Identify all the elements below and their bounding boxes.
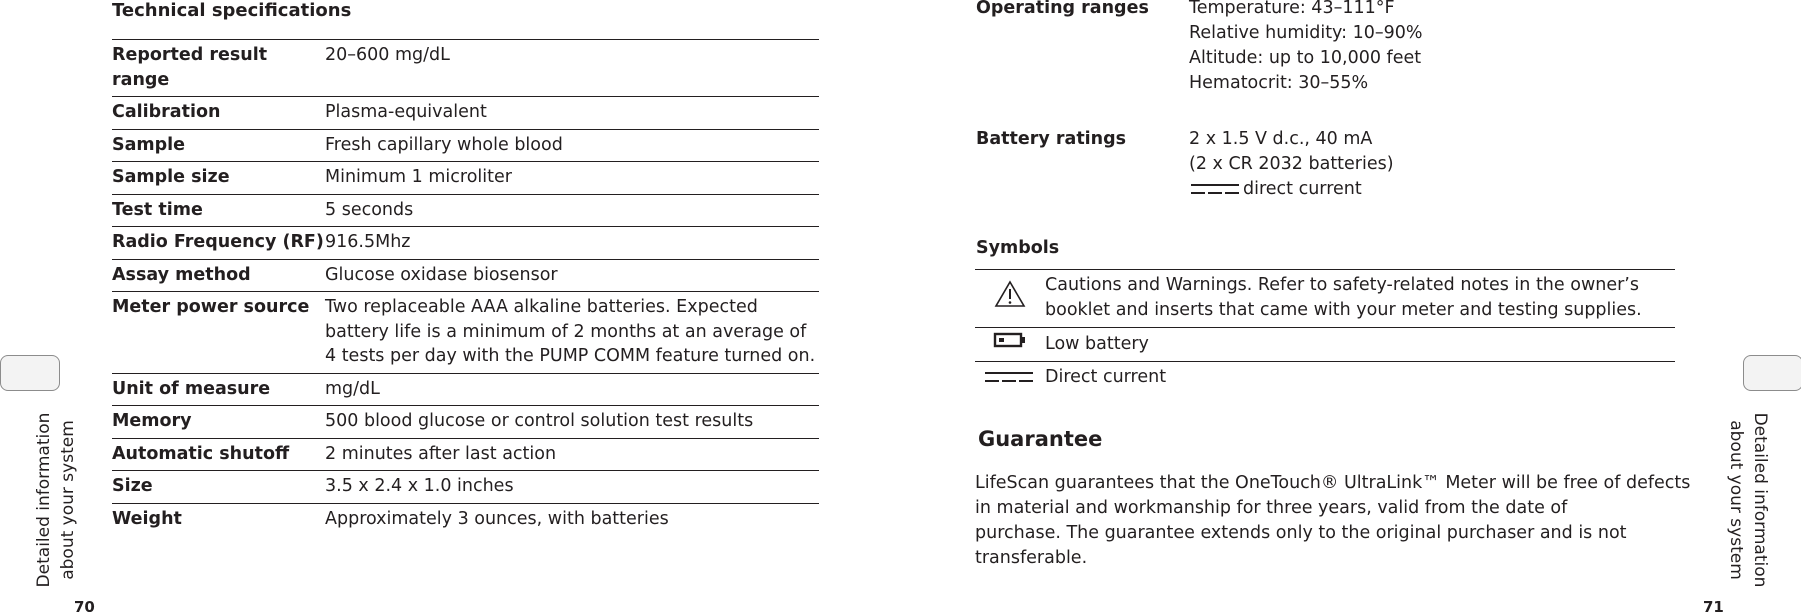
direct-current-icon (983, 370, 1035, 384)
table-row (112, 97, 819, 130)
spec-value: 5 seconds (325, 199, 414, 220)
spec-value: 500 blood glucose or control solution test results (325, 411, 754, 431)
table-row (112, 438, 819, 471)
side-tab-right (1743, 355, 1801, 391)
side-tab-line: about your system (58, 420, 78, 580)
symbol-icon-cell (975, 328, 1045, 362)
table-row (112, 194, 819, 227)
table-row (112, 406, 819, 439)
table-row (112, 40, 819, 97)
spec-label: Size (112, 476, 153, 496)
table-row (112, 373, 819, 406)
operating-ranges-values (1189, 0, 1423, 96)
guarantee-line: transferable. (975, 548, 1088, 568)
spec-value: mg/dL (325, 378, 380, 399)
side-tab-line: Detailed information (34, 412, 54, 588)
spec-value: Minimum 1 microliter (325, 167, 512, 187)
table-row (112, 292, 819, 374)
symbol-description-line: Cautions and Warnings. Refer to safety-related notes in the owner’s (1045, 275, 1639, 295)
side-tab-line: Detailed information (1750, 412, 1770, 588)
spec-label: Memory (112, 411, 192, 431)
battery-ratings-values (1189, 127, 1394, 202)
spec-value: 3.5 x 2.4 x 1.0 inches (325, 476, 514, 496)
guarantee-line: LifeScan guarantees that the OneTouch® UltraLink™ Meter will be free of defects (975, 473, 1691, 493)
side-tab-label-right (1724, 400, 1772, 600)
spec-value: 2 minutes after last action (325, 443, 557, 464)
spec-label: Meter power source (112, 297, 310, 317)
spec-value-line: 4 tests per day with the PUMP COMM feature turned on. (325, 346, 816, 366)
table-row (112, 503, 819, 535)
spec-label: Reported result range (112, 45, 268, 90)
symbol-description-line: booklet and inserts that came with your meter and testing supplies. (1045, 300, 1642, 320)
direct-current-icon (1189, 182, 1241, 196)
symbol-description: Direct current (1045, 367, 1167, 387)
table-row (112, 259, 819, 292)
spec-label: Unit of measure (112, 378, 271, 399)
side-tab-line: about your system (1726, 420, 1746, 580)
operating-range-line: Temperature: 43–111°F (1189, 0, 1395, 18)
spec-label: Automatic shutoff (112, 443, 290, 464)
symbol-description: Low battery (1045, 333, 1149, 354)
low-battery-icon (993, 331, 1027, 349)
spec-value: 916.5Mhz (325, 232, 411, 252)
battery-rating-line: (2 x CR 2032 batteries) (1189, 154, 1394, 174)
table-row (975, 362, 1675, 395)
spec-label: Sample size (112, 167, 230, 187)
table-row (112, 129, 819, 162)
operating-range-line: Relative humidity: 10–90% (1189, 23, 1423, 43)
symbols-title: Symbols (976, 238, 1060, 258)
spec-label: Assay method (112, 264, 251, 285)
battery-rating-line: 2 x 1.5 V d.c., 40 mA (1189, 129, 1373, 149)
symbol-icon-cell (975, 362, 1045, 395)
operating-range-line: Altitude: up to 10,000 feet (1189, 48, 1422, 68)
guarantee-title: Guarantee (978, 427, 1103, 451)
spec-value (325, 292, 819, 374)
table-row (112, 471, 819, 504)
spec-value-line: battery life is a minimum of 2 months at an average of (325, 321, 807, 342)
spec-value-line: Two replaceable AAA alkaline batteries. Expected (325, 297, 758, 317)
section-title-technical-specifications: Technical specifications (112, 0, 352, 21)
operating-ranges-label: Operating ranges (976, 0, 1149, 18)
spec-value: Glucose oxidase biosensor (325, 264, 558, 285)
table-row (975, 328, 1675, 362)
spec-value: Approximately 3 ounces, with batteries (325, 508, 669, 529)
guarantee-line: purchase. The guarantee extends only to the original purchaser and is not (975, 523, 1627, 543)
table-row (112, 162, 819, 195)
spec-label: Test time (112, 199, 203, 220)
specifications-table (112, 39, 819, 535)
side-tab-label-left (32, 400, 80, 600)
spec-label: Sample (112, 134, 186, 155)
page-number-left: 70 (74, 598, 95, 616)
spec-value: 20–600 mg/dL (325, 45, 450, 65)
symbol-icon-cell (975, 270, 1045, 328)
table-row (975, 270, 1675, 328)
spec-value: Plasma-equivalent (325, 102, 487, 122)
battery-ratings-label: Battery ratings (976, 129, 1127, 149)
battery-rating-dc-line (1189, 177, 1394, 202)
warning-triangle-icon (994, 280, 1026, 308)
spec-label: Radio Frequency (RF) (112, 232, 324, 252)
guarantee-paragraph (975, 471, 1695, 571)
operating-range-line: Hematocrit: 30–55% (1189, 73, 1369, 93)
spec-value: Fresh capillary whole blood (325, 134, 563, 155)
symbol-description (1045, 270, 1675, 328)
spec-label: Calibration (112, 102, 221, 122)
spec-label: Weight (112, 508, 182, 529)
guarantee-line: in material and workmanship for three years, valid from the date of (975, 498, 1568, 518)
symbols-table (975, 269, 1675, 394)
page-number-right: 71 (1703, 598, 1724, 616)
direct-current-text: direct current (1243, 179, 1362, 199)
table-row (112, 227, 819, 260)
side-tab-left (0, 355, 60, 391)
